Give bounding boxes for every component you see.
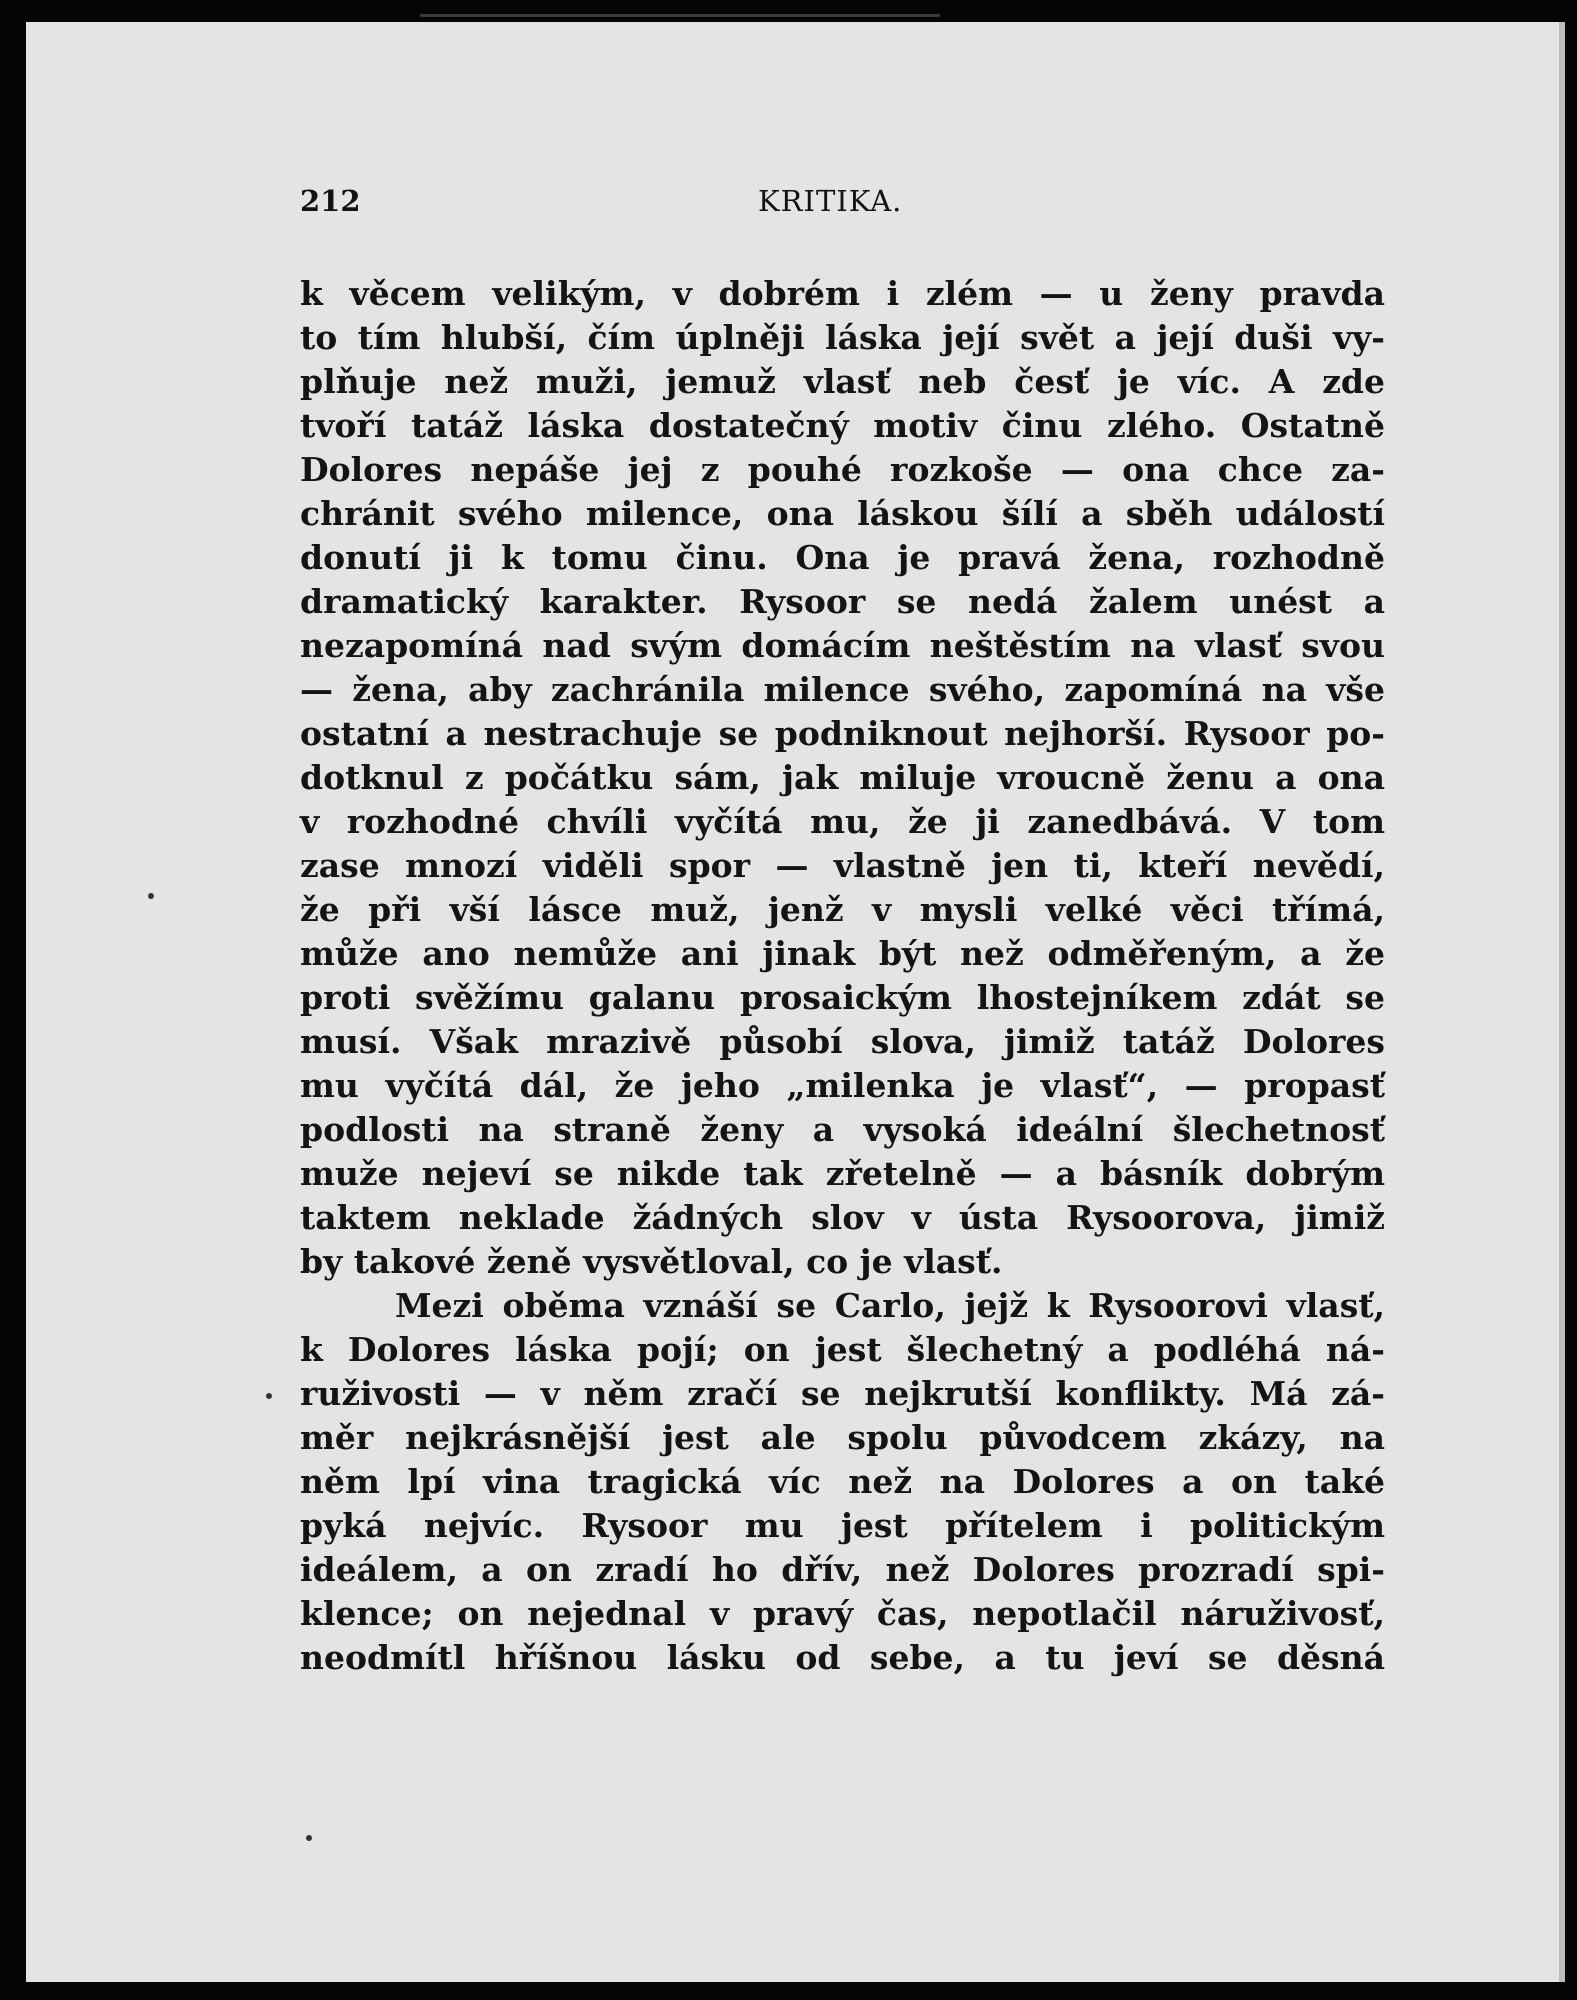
text-line: to tím hlubší, čím úplněji láska její svět a její duši vy-	[300, 318, 1385, 357]
text-line: Dolores nepáše jej z pouhé rozkoše — ona chce za-	[300, 450, 1385, 489]
text-line: v rozhodné chvíli vyčítá mu, že ji zanedbává. V tom	[300, 802, 1385, 841]
text-line: ostatní a nestrachuje se podniknout nejhorší. Rysoor po-	[300, 714, 1385, 753]
text-line: měr nejkrásnější jest ale spolu původcem zkázy, na	[300, 1418, 1385, 1457]
margin-speck	[306, 1835, 312, 1841]
running-head	[300, 178, 1388, 228]
text-line-paragraph-end: by takové ženě vysvětloval, co je vlasť.	[300, 1242, 1003, 1281]
text-line: donutí ji k tomu činu. Ona je pravá žena, rozhodně	[300, 538, 1385, 577]
text-line: muže nejeví se nikde tak zřetelně — a básník dobrým	[300, 1154, 1385, 1193]
text-line: ideálem, a on zradí ho dřív, než Dolores prozradí spi-	[300, 1550, 1385, 1589]
text-line: něm lpí vina tragická víc než na Dolores a on také	[300, 1462, 1385, 1501]
text-line: k Dolores láska pojí; on jest šlechetný a podléhá ná-	[300, 1330, 1385, 1369]
text-line: podlosti na straně ženy a vysoká ideální šlechetnosť	[300, 1110, 1385, 1149]
text-line: nezapomíná nad svým domácím neštěstím na vlasť svou	[300, 626, 1385, 665]
text-line: zase mnozí viděli spor — vlastně jen ti, kteří nevědí,	[300, 846, 1385, 885]
text-line: může ano nemůže ani jinak být než odměřeným, a že	[300, 934, 1385, 973]
text-line: ruživosti — v něm zračí se nejkrutší konflikty. Má zá-	[300, 1374, 1385, 1413]
body-text	[300, 272, 1385, 1680]
text-line: chránit svého milence, ona láskou šílí a sběh událostí	[300, 494, 1385, 533]
text-line: že při vší lásce muž, jenž v mysli velké věci třímá,	[300, 890, 1385, 929]
text-line: dramatický karakter. Rysoor se nedá žalem unést a	[300, 582, 1385, 621]
text-line: taktem neklade žádných slov v ústa Rysoorova, jimiž	[300, 1198, 1385, 1237]
page-number: 212	[300, 184, 361, 218]
text-line: — žena, aby zachránila milence svého, zapomíná na vše	[300, 670, 1385, 709]
journal-title: KRITIKA.	[758, 184, 903, 218]
text-line: dotknul z počátku sám, jak miluje vroucně ženu a ona	[300, 758, 1385, 797]
margin-speck	[266, 1393, 272, 1399]
text-line: klence; on nejednal v pravý čas, nepotlačil náruživosť,	[300, 1594, 1385, 1633]
text-line: mu vyčítá dál, že jeho „milenka je vlasť“, — propasť	[300, 1066, 1385, 1105]
text-line: neodmítl hříšnou lásku od sebe, a tu jeví se děsná	[300, 1638, 1385, 1677]
text-line-paragraph-start: Mezi oběma vznáší se Carlo, jejž k Rysoorovi vlasť,	[395, 1286, 1385, 1325]
text-line: proti svěžímu galanu prosaickým lhostejníkem zdát se	[300, 978, 1385, 1017]
text-line: plňuje než muži, jemuž vlasť neb česť je víc. A zde	[300, 362, 1385, 401]
top-rule	[420, 14, 940, 17]
text-line: k věcem velikým, v dobrém i zlém — u ženy pravda	[300, 274, 1385, 313]
text-line: musí. Však mrazivě působí slova, jimiž tatáž Dolores	[300, 1022, 1385, 1061]
margin-speck	[148, 893, 154, 899]
text-line: tvoří tatáž láska dostatečný motiv činu zlého. Ostatně	[300, 406, 1385, 445]
page-edge	[1559, 22, 1565, 1982]
text-line: pyká nejvíc. Rysoor mu jest přítelem i politickým	[300, 1506, 1385, 1545]
